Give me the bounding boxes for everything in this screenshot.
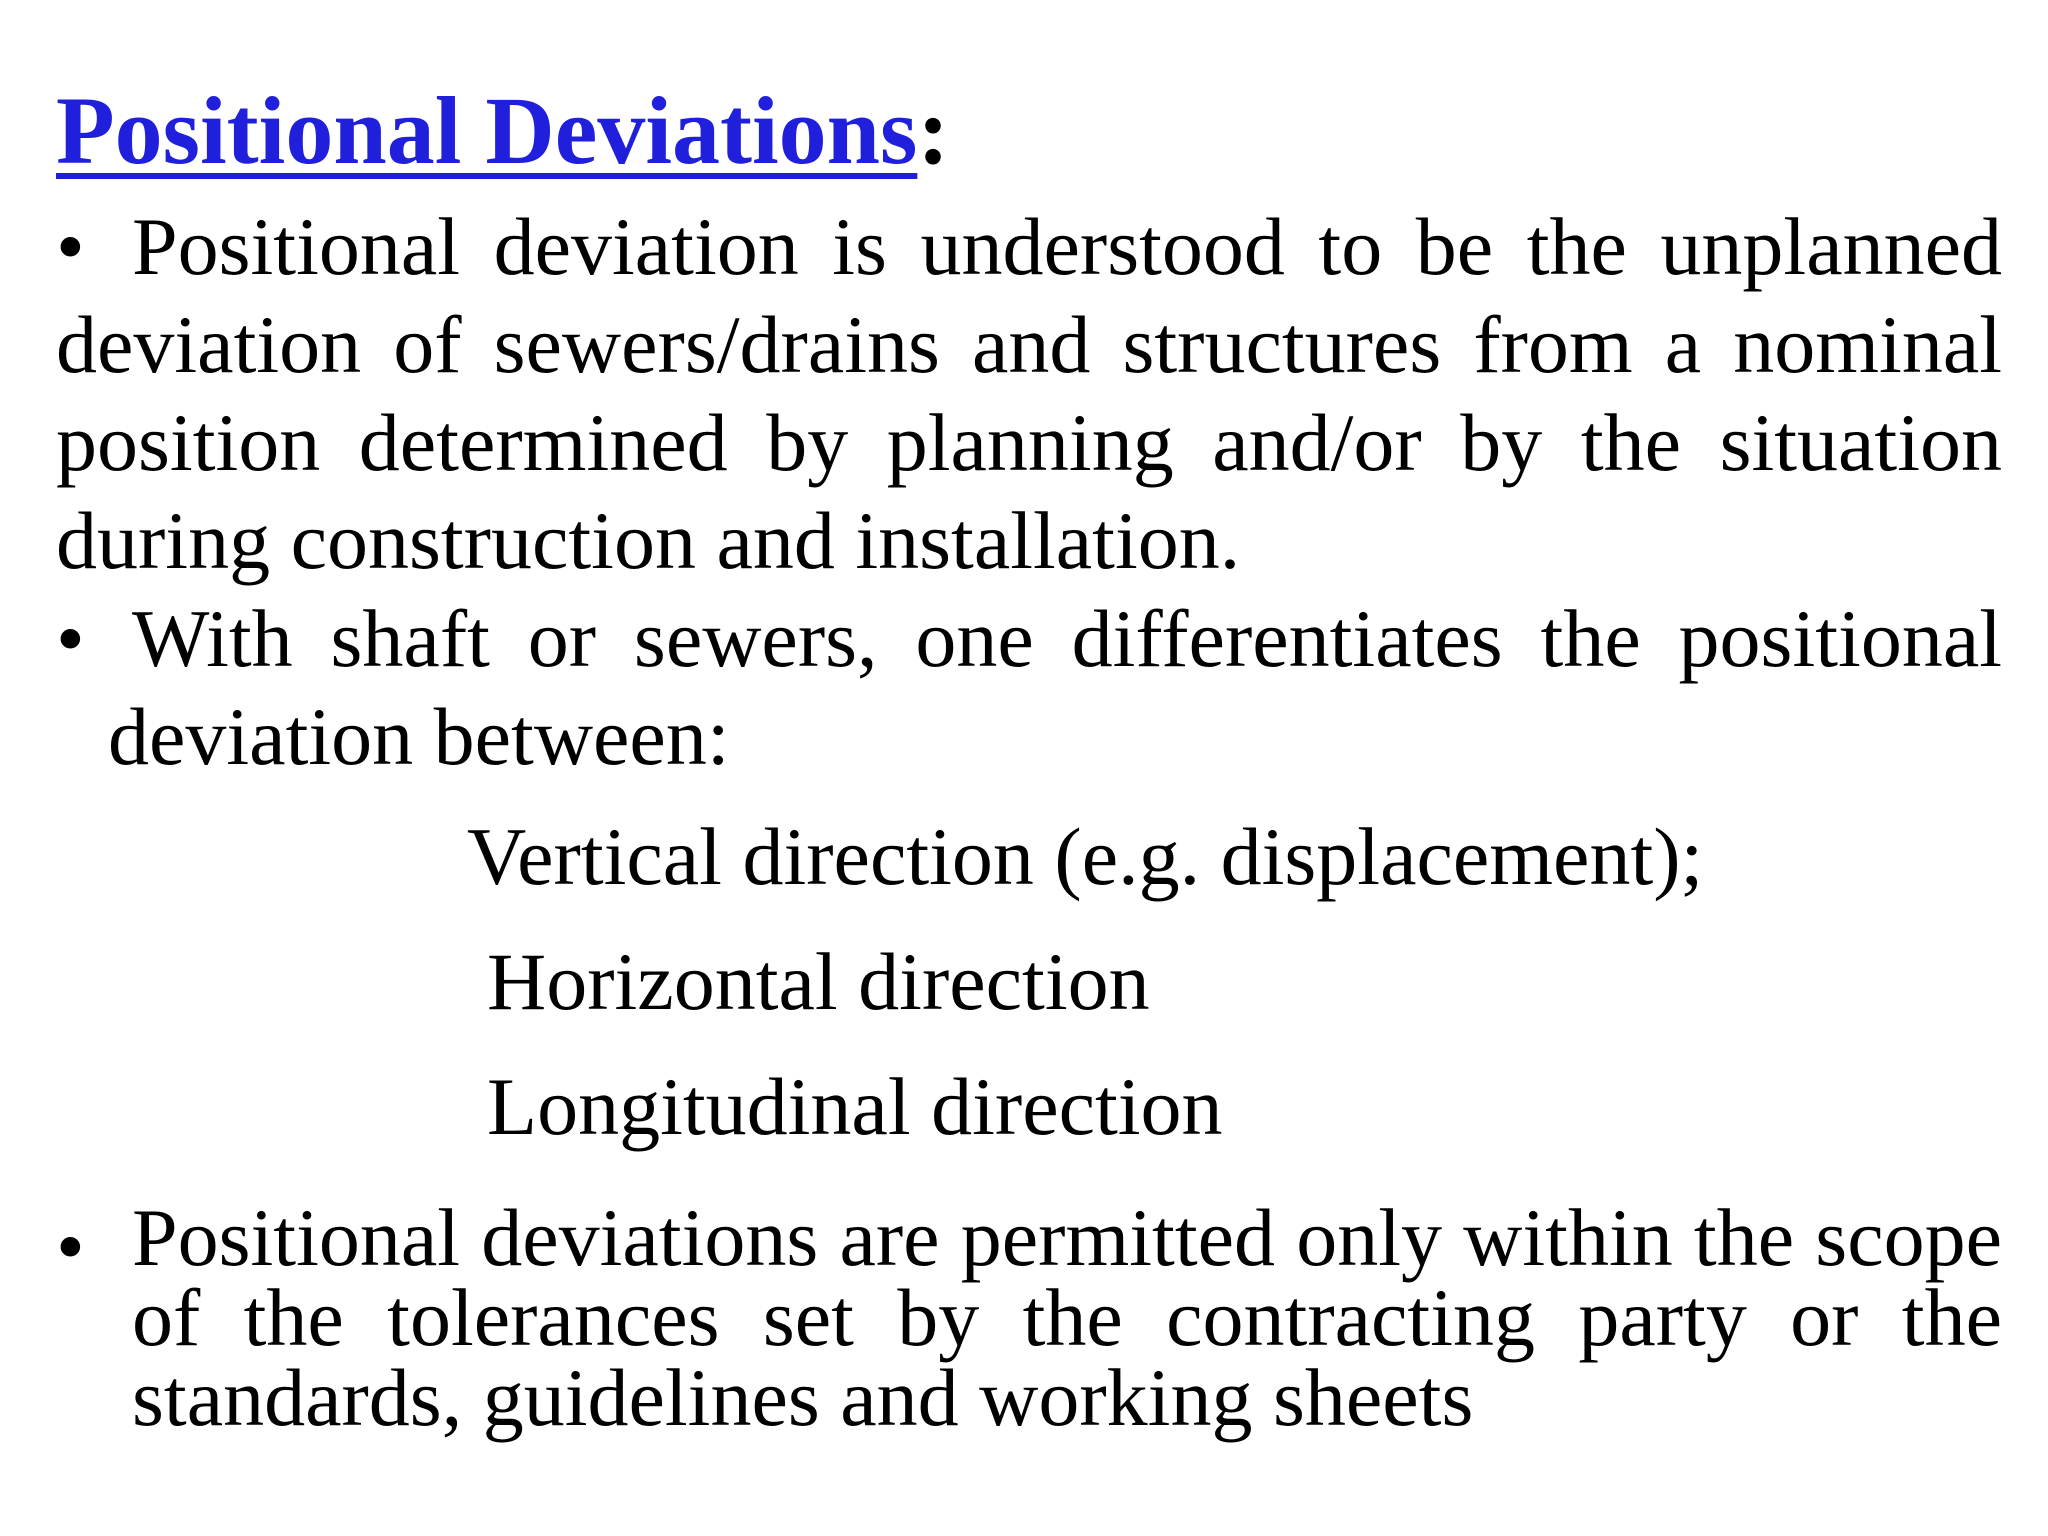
title-colon: : [917, 77, 950, 184]
bullet-text: Positional deviation is understood to be the unplanned deviation of sewers/drains and structures from a nominal position determined by planning and/or by the situation during construction and installation. [56, 201, 2002, 586]
bullet-item-differentiation [56, 590, 2002, 786]
bullet-icon: • [56, 1201, 85, 1292]
bullet-text: Positional deviations are permitted only within the scope of the tolerances set by the contracting party or the standards, guidelines and working sheets [132, 1192, 2002, 1443]
bullet-icon: • [56, 201, 85, 292]
bullet-item-definition [56, 198, 2002, 590]
title-link[interactable]: Positional Deviations [56, 77, 918, 184]
bullet-text: With shaft or sewers, one differentiates the positional deviation between: [108, 593, 2002, 782]
direction-item-vertical: Vertical direction (e.g. displacement); [467, 811, 1704, 902]
direction-item-longitudinal: Longitudinal direction [487, 1061, 1223, 1152]
slide-title [56, 78, 949, 184]
bullet-icon: • [56, 593, 85, 684]
bullet-item-tolerances [56, 1192, 2002, 1443]
direction-item-horizontal: Horizontal direction [487, 936, 1150, 1027]
